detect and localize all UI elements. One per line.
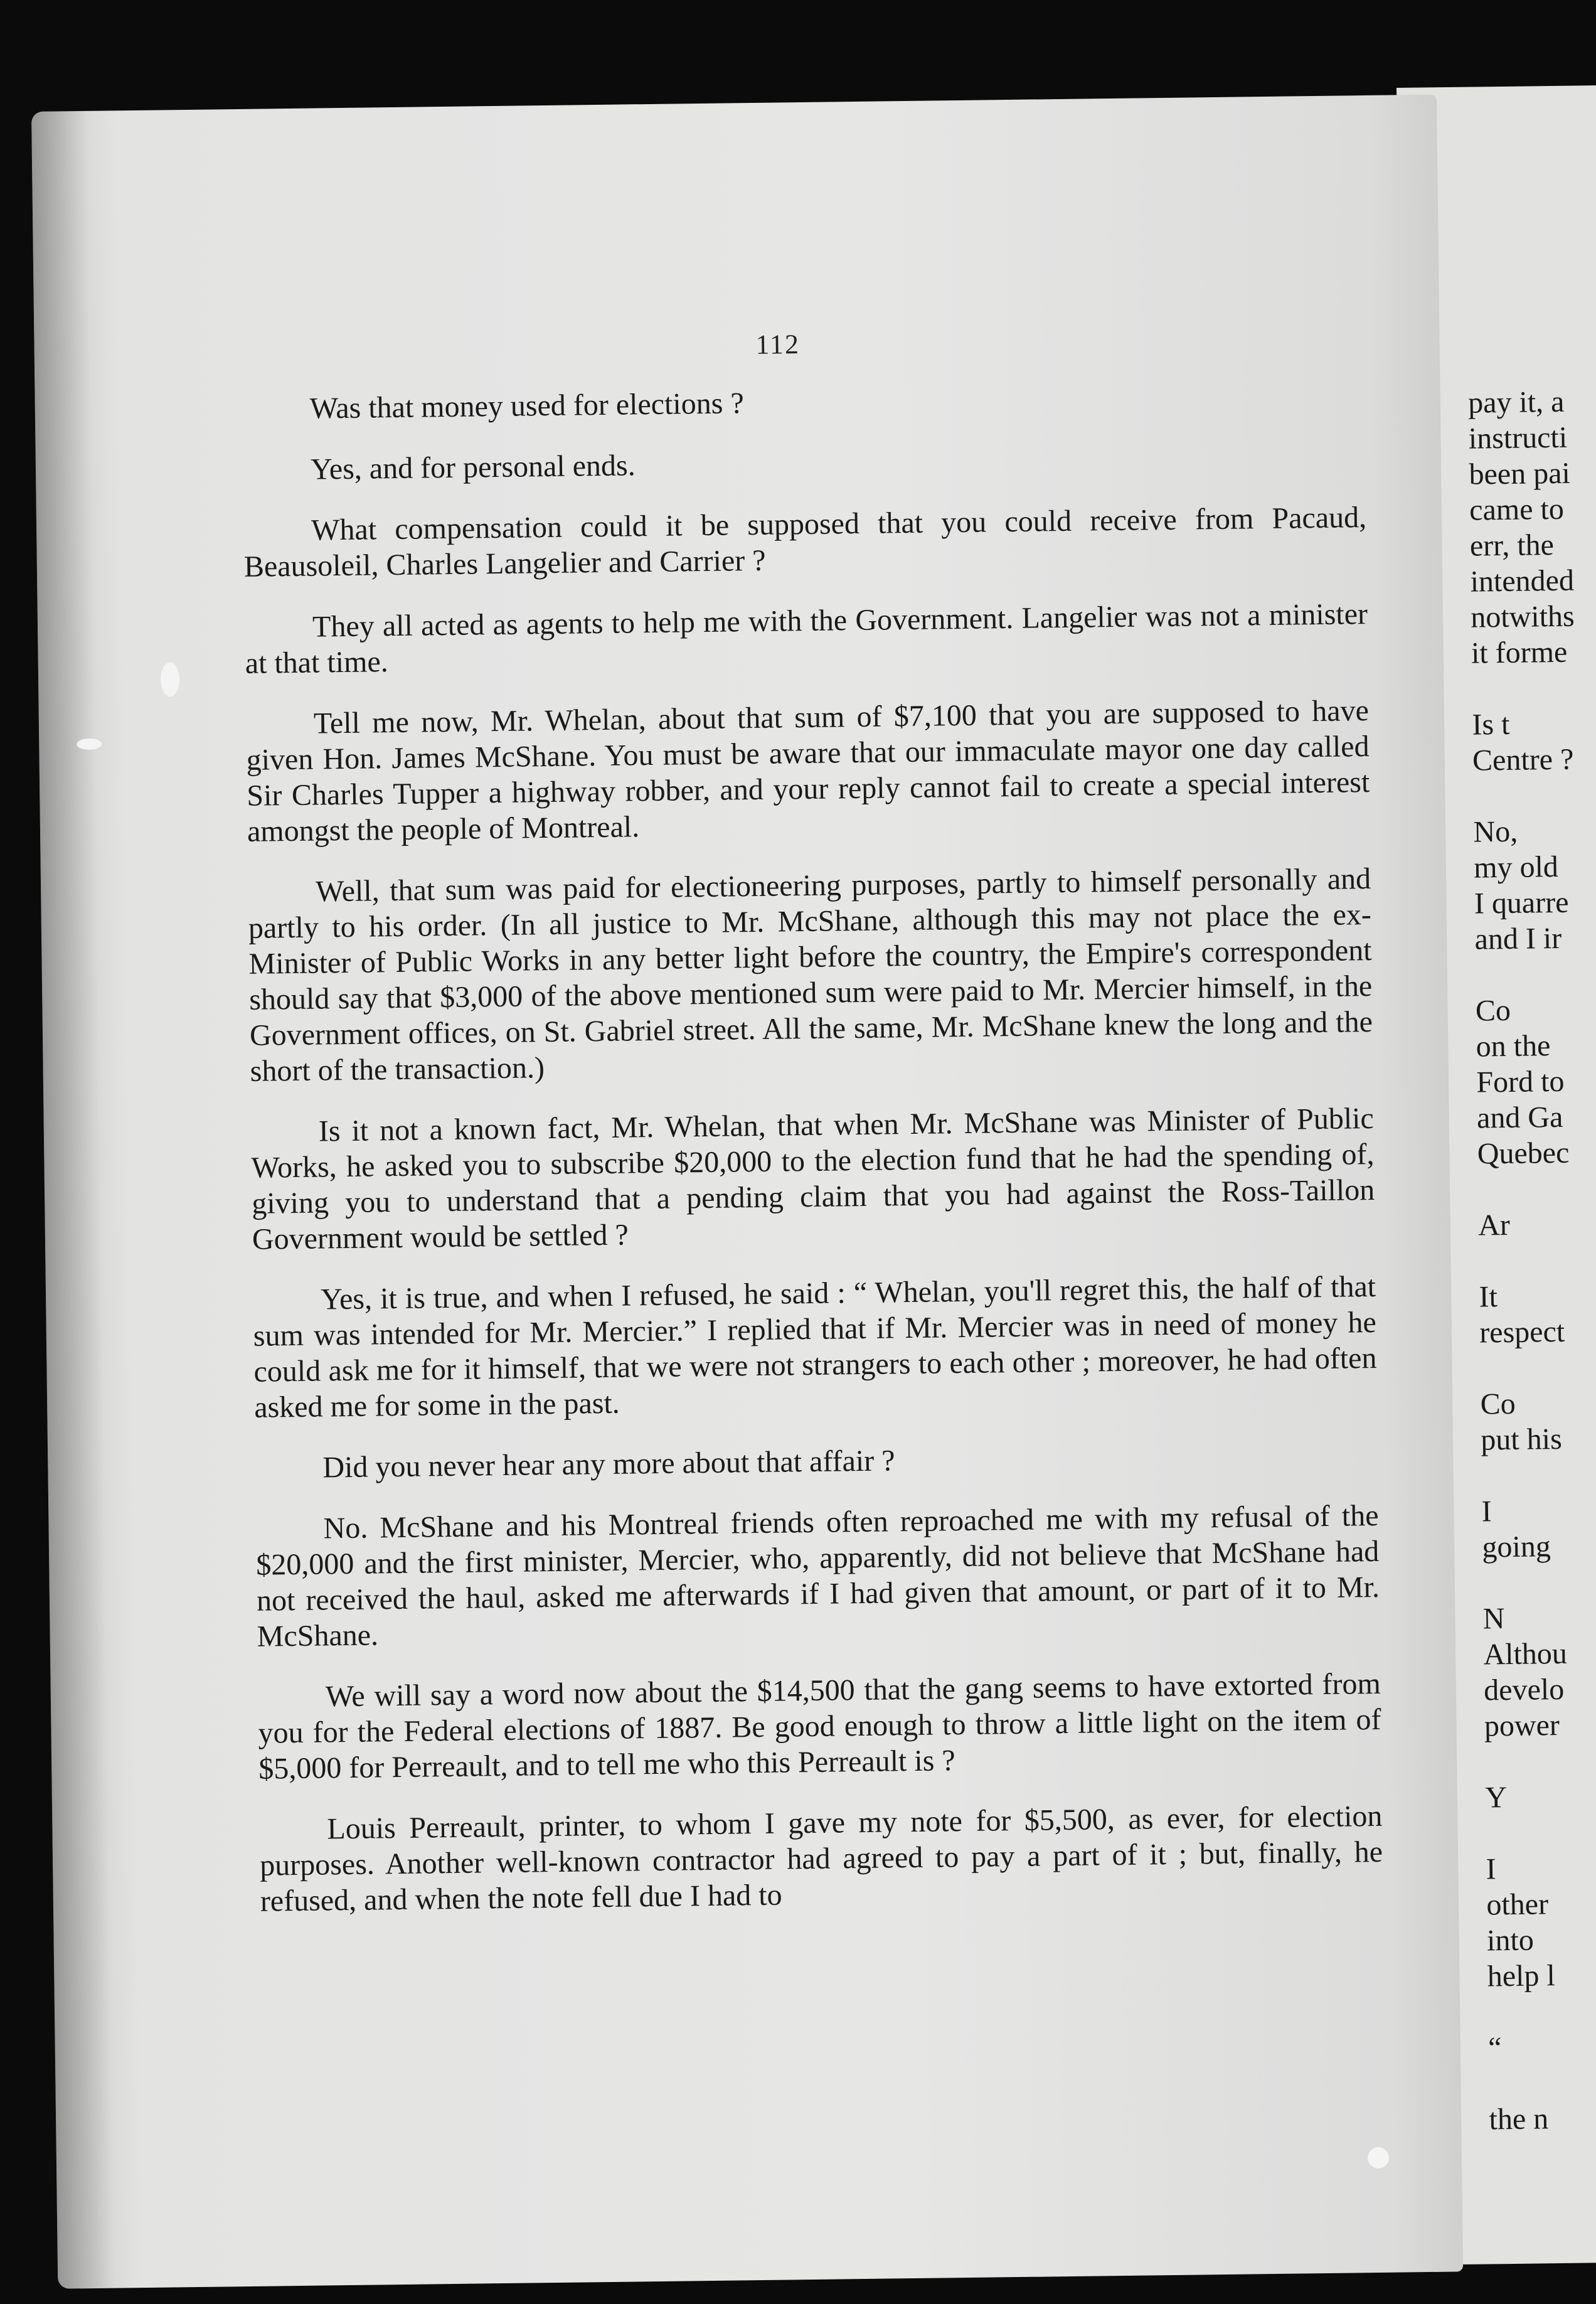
facing-page-line: Is t xyxy=(1472,707,1510,742)
facing-page-line xyxy=(1475,954,1596,993)
facing-page-line: notwiths xyxy=(1470,599,1575,634)
facing-page-line: intended xyxy=(1470,563,1575,599)
facing-page-line: respect xyxy=(1479,1315,1565,1350)
facing-page-line: N xyxy=(1482,1602,1505,1636)
facing-page-line: “ xyxy=(1487,2031,1502,2065)
paragraph: They all acted as agents to help me with the Government. Langelier was not a minister at that time. xyxy=(245,597,1368,680)
paragraph: Is it not a known fact, Mr. Whelan, that when Mr. McShane was Minister of Public Works, he asked you to subscribe $20,000 to the election fund that he had the spending of, giving you to understand that a pending claim that you had against the Ross-Taillon Government would be settled ? xyxy=(251,1101,1375,1256)
facing-page-line: into xyxy=(1486,1923,1535,1958)
facing-page-line xyxy=(1487,1992,1596,2030)
page-body xyxy=(242,378,1383,1944)
facing-page-line xyxy=(1477,1169,1596,1208)
scan-speck xyxy=(161,662,180,696)
facing-page-line xyxy=(1482,1562,1596,1601)
facing-page-line: help l xyxy=(1487,1959,1556,1993)
facing-page-line: I xyxy=(1481,1495,1492,1528)
facing-page-line: Centre ? xyxy=(1472,742,1574,777)
facing-page-line: Ford to xyxy=(1476,1064,1565,1099)
scan-speck xyxy=(77,739,102,750)
facing-page-line: Co xyxy=(1480,1387,1516,1421)
facing-page-line: my old xyxy=(1473,850,1559,885)
facing-page-line: and Ga xyxy=(1476,1100,1563,1135)
facing-page-line xyxy=(1484,1741,1596,1780)
document-page xyxy=(31,95,1463,2289)
paragraph: Was that money used for elections ? xyxy=(309,387,745,425)
facing-page-line: pay it, a xyxy=(1467,385,1565,420)
paragraph: Louis Perreault, printer, to whom I gave my note for $5,500, as ever, for election purposes. Another well-known contractor had agreed to pay a part of it ; but, finally, he refused, and when the note fell due I had to xyxy=(259,1799,1383,1918)
facing-page-line: Althou xyxy=(1483,1636,1568,1672)
facing-page-line: instructi xyxy=(1468,420,1568,456)
facing-page-line: put his xyxy=(1481,1422,1563,1457)
facing-page-line: Co xyxy=(1475,993,1511,1028)
paragraph: Tell me now, Mr. Whelan, about that sum of $7,100 that you are supposed to have given Hon. James McShane. You must be aware that our immaculate mayor one day called Sir Charles Tupper a highway robber, and your reply cannot fail to create a special interest amongst the people of Montreal. xyxy=(246,694,1370,848)
facing-page-line: been pai xyxy=(1469,456,1571,491)
facing-page-line: the n xyxy=(1489,2102,1549,2136)
facing-page-line: and I ir xyxy=(1474,921,1562,956)
facing-page-line: on the xyxy=(1476,1029,1551,1064)
paragraph: Well, that sum was paid for electioneering purposes, partly to himself personally and partly to his order. (In all justice to Mr. McShane, although this may not place the ex-Minister of Public Works in any better light before the country, the Empire's correspondent should say that $3,000 of the above mentioned sum were paid to Mr. Mercier himself, in the Government offices, on St. Gabriel street. All the same, Mr. McShane knew the long and the short of the transaction.) xyxy=(248,862,1373,1088)
facing-page-line: I xyxy=(1486,1852,1497,1886)
page-edge-shadow xyxy=(31,111,114,2289)
facing-page-line: other xyxy=(1486,1887,1549,1922)
facing-page-line xyxy=(1471,668,1596,707)
paragraph: What compensation could it be supposed that you could receive from Pacaud, Beausoleil, Charles Langelier and Carrier ? xyxy=(243,501,1367,584)
paragraph: Yes, it is true, and when I refused, he said : “ Whelan, you'll regret this, the half of that sum was intended for Mr. Mercier.” I replied that if Mr. Mercier was in need of money he could ask me for it himself, that we were not strangers to each other ; moreover, he had often asked me for some in the past. xyxy=(253,1269,1377,1424)
facing-page-line xyxy=(1480,1348,1596,1387)
facing-page-line: going xyxy=(1482,1530,1551,1564)
facing-page-line: I quarre xyxy=(1474,885,1569,920)
paragraph: Did you never hear any more about that affair ? xyxy=(322,1444,895,1485)
facing-page-line xyxy=(1489,2063,1596,2102)
facing-page-line: No, xyxy=(1473,814,1518,849)
page-number: 112 xyxy=(755,329,801,360)
paragraph: We will say a word now about the $14,500 that the gang seems to have extorted from you for the Federal elections of 1887. Be good enough to throw a little light on the item of $5,000 for Perreault, and to tell me who this Perreault is ? xyxy=(258,1667,1381,1786)
facing-page-line: came to xyxy=(1469,492,1565,527)
paragraph: Yes, and for personal ends. xyxy=(310,449,636,486)
facing-page-line xyxy=(1481,1455,1596,1494)
facing-page-line xyxy=(1472,776,1596,814)
facing-page-line: it forme xyxy=(1471,635,1568,670)
facing-page-line: develo xyxy=(1483,1672,1565,1707)
facing-page-line: Ar xyxy=(1477,1208,1511,1242)
paragraph: No. McShane and his Montreal friends often reproached me with my refusal of the $20,000 and the first minister, Mercier, who, apparently, did not believe that McShane had not received the haul, asked me afterwards if I had given that amount, or part of it to Mr. McShane. xyxy=(256,1498,1380,1653)
facing-page-line: Quebec xyxy=(1477,1136,1570,1171)
facing-page-line: err, the xyxy=(1469,528,1555,563)
facing-page-text xyxy=(1468,382,1596,2138)
facing-page-line: power xyxy=(1484,1709,1560,1743)
scan-speck xyxy=(1368,2147,1389,2168)
facing-page-line: It xyxy=(1479,1280,1498,1314)
facing-page-line xyxy=(1486,1813,1596,1852)
facing-page-line xyxy=(1479,1240,1596,1279)
facing-page-line: Y xyxy=(1484,1781,1508,1815)
